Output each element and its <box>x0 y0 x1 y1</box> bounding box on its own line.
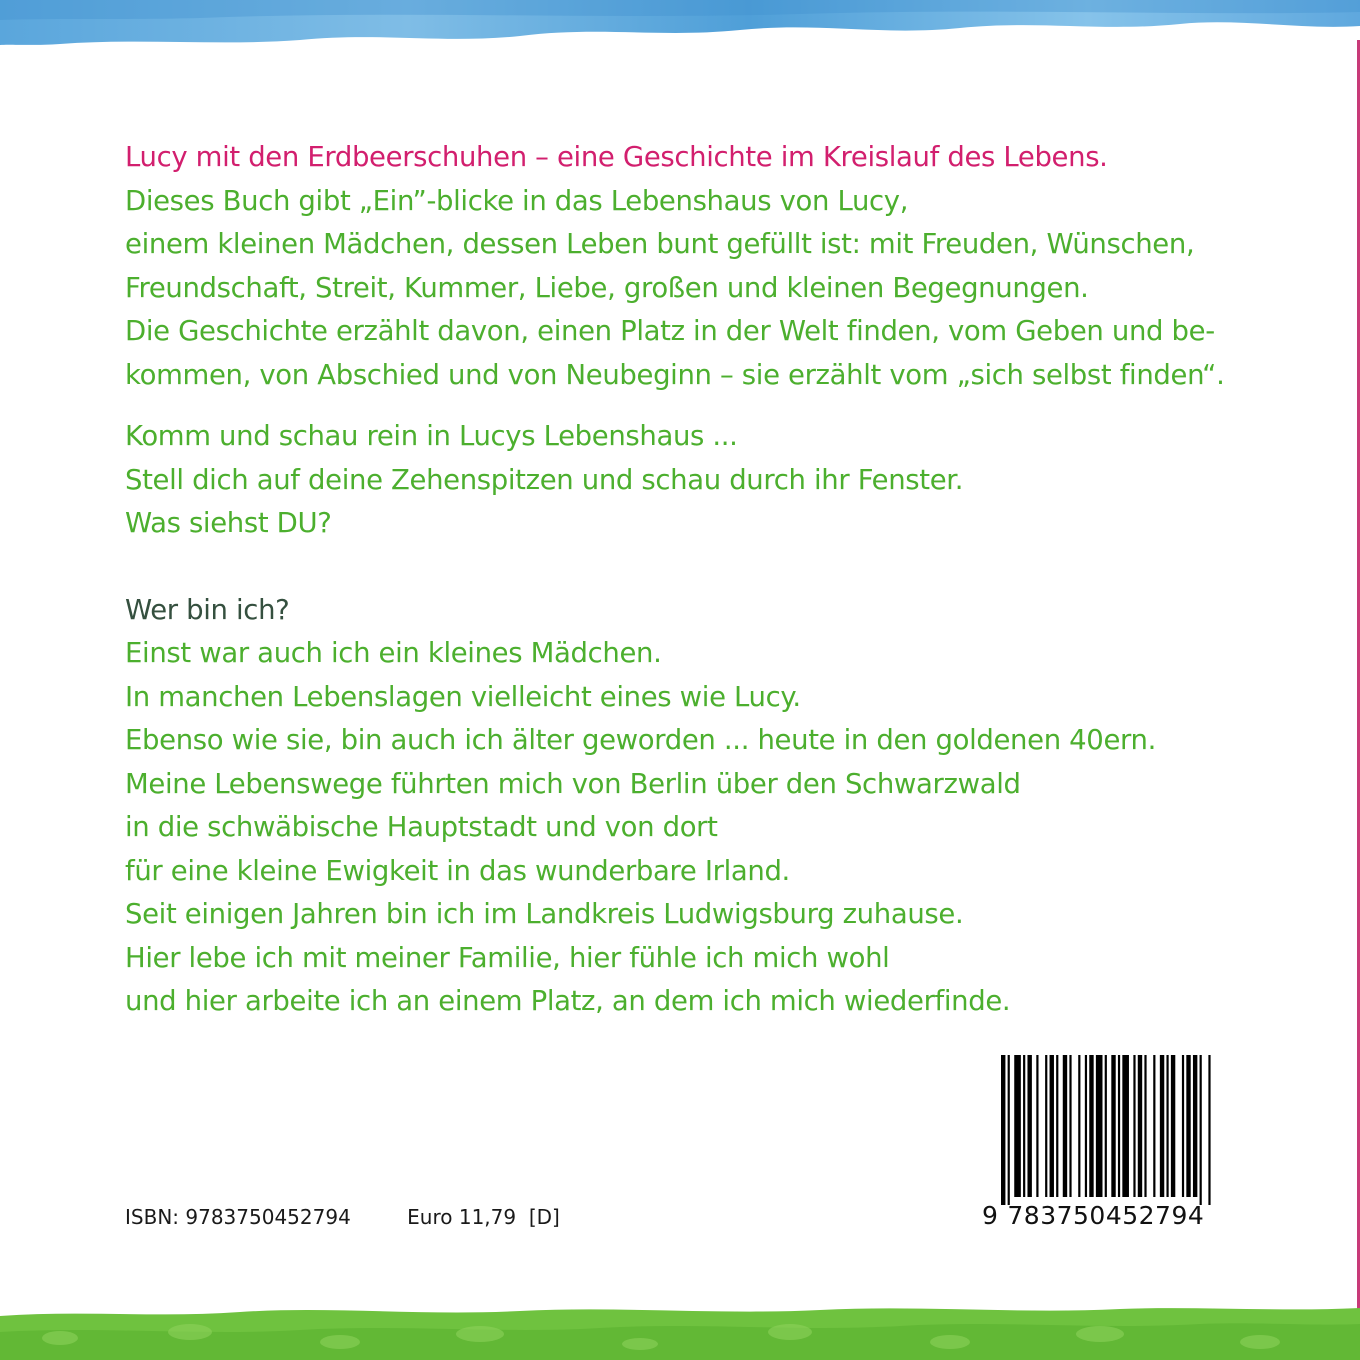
barcode-first-digit: 9 <box>982 1201 999 1230</box>
barcode-bar <box>1118 1055 1120 1197</box>
barcode-bar <box>1096 1055 1103 1197</box>
isbn-text: ISBN: 9783750452794 <box>125 1205 351 1229</box>
author-line: Einst war auch ich ein kleines Mädchen. <box>125 637 662 669</box>
author-line: in die schwäbische Hauptstadt und von dort <box>125 811 718 843</box>
barcode-bar <box>1138 1055 1142 1197</box>
barcode-number <box>982 1201 1212 1230</box>
sky-band <box>0 0 1360 50</box>
barcode-bar <box>1208 1055 1210 1205</box>
author-heading: Wer bin ich? <box>125 593 290 626</box>
back-cover-text <box>125 136 1245 1024</box>
barcode-bar <box>1186 1055 1190 1197</box>
invite-line: Komm und schau rein in Lucys Lebenshaus ... <box>125 420 738 452</box>
author-line: Seit einigen Jahren bin ich im Landkreis Ludwigsburg zuhause. <box>125 898 964 930</box>
barcode-bar <box>1014 1055 1021 1197</box>
grass-band <box>0 1302 1360 1360</box>
barcode-icon <box>1001 1055 1215 1205</box>
barcode-bar <box>1133 1055 1135 1197</box>
barcode-bar <box>1122 1055 1129 1197</box>
blurb-line: Dieses Buch gibt „Ein”-blicke in das Lebenshaus von Lucy, <box>125 184 909 217</box>
invite-line: Was siehst DU? <box>125 507 332 539</box>
barcode-bar <box>1078 1055 1080 1197</box>
barcode-bar <box>1069 1055 1071 1197</box>
barcode-bar <box>1050 1055 1054 1197</box>
barcode-bar <box>1166 1055 1168 1197</box>
barcode-bar <box>1001 1055 1005 1205</box>
invite-line: Stell dich auf deine Zehenspitzen und schau durch ihr Fenster. <box>125 463 964 496</box>
barcode-bar <box>1160 1055 1164 1197</box>
author-line: Ebenso wie sie, bin auch ich älter geworden ... heute in den goldenen 40ern. <box>125 724 1156 756</box>
barcode-bar <box>1171 1055 1175 1197</box>
blurb-line: Freundschaft, Streit, Kummer, Liebe, großen und kleinen Begegnungen. <box>125 271 1089 304</box>
author-line: für eine kleine Ewigkeit in das wunderbare Irland. <box>125 854 790 887</box>
blurb-title: Lucy mit den Erdbeerschuhen – eine Geschichte im Kreislauf des Lebens. <box>125 141 1108 173</box>
barcode-bar <box>1008 1055 1010 1205</box>
barcode-bar <box>1153 1055 1155 1197</box>
barcode-bar <box>1193 1055 1197 1197</box>
barcode-bar <box>1085 1055 1087 1197</box>
barcode-bar <box>1063 1055 1067 1197</box>
barcode-bar <box>1036 1055 1038 1197</box>
barcode-bar <box>1023 1055 1025 1197</box>
barcode-bar <box>1089 1055 1093 1197</box>
author-line: Hier lebe ich mit meiner Familie, hier fühle ich mich wohl <box>125 941 890 974</box>
barcode-bar <box>1111 1055 1115 1197</box>
barcode-bar <box>1105 1055 1107 1197</box>
blurb-line: kommen, von Abschied und von Neubeginn – sie erzählt vom „sich selbst finden“. <box>125 358 1225 391</box>
barcode-bar <box>1045 1055 1047 1197</box>
blurb-line: Die Geschichte erzählt davon, einen Platz in der Welt finden, vom Geben und be- <box>125 315 1215 347</box>
author-line: In manchen Lebenslagen vielleicht eines wie Lucy. <box>125 680 801 713</box>
author-line: und hier arbeite ich an einem Platz, an dem ich mich wiederfinde. <box>125 985 1011 1017</box>
price-text: Euro 11,79 [D] <box>407 1205 560 1229</box>
barcode-bar <box>1144 1055 1146 1197</box>
barcode-digits: 783750452794 <box>1007 1201 1205 1230</box>
blurb-line: einem kleinen Mädchen, dessen Leben bunt gefüllt ist: mit Freuden, Wünschen, <box>125 228 1195 260</box>
barcode-bar <box>1200 1055 1202 1205</box>
barcode-bar <box>1182 1055 1184 1197</box>
barcode-bar <box>1056 1055 1058 1197</box>
barcode-bar <box>1027 1055 1031 1197</box>
author-line: Meine Lebenswege führten mich von Berlin über den Schwarzwald <box>125 767 1021 800</box>
isbn-price-line <box>125 1205 560 1229</box>
